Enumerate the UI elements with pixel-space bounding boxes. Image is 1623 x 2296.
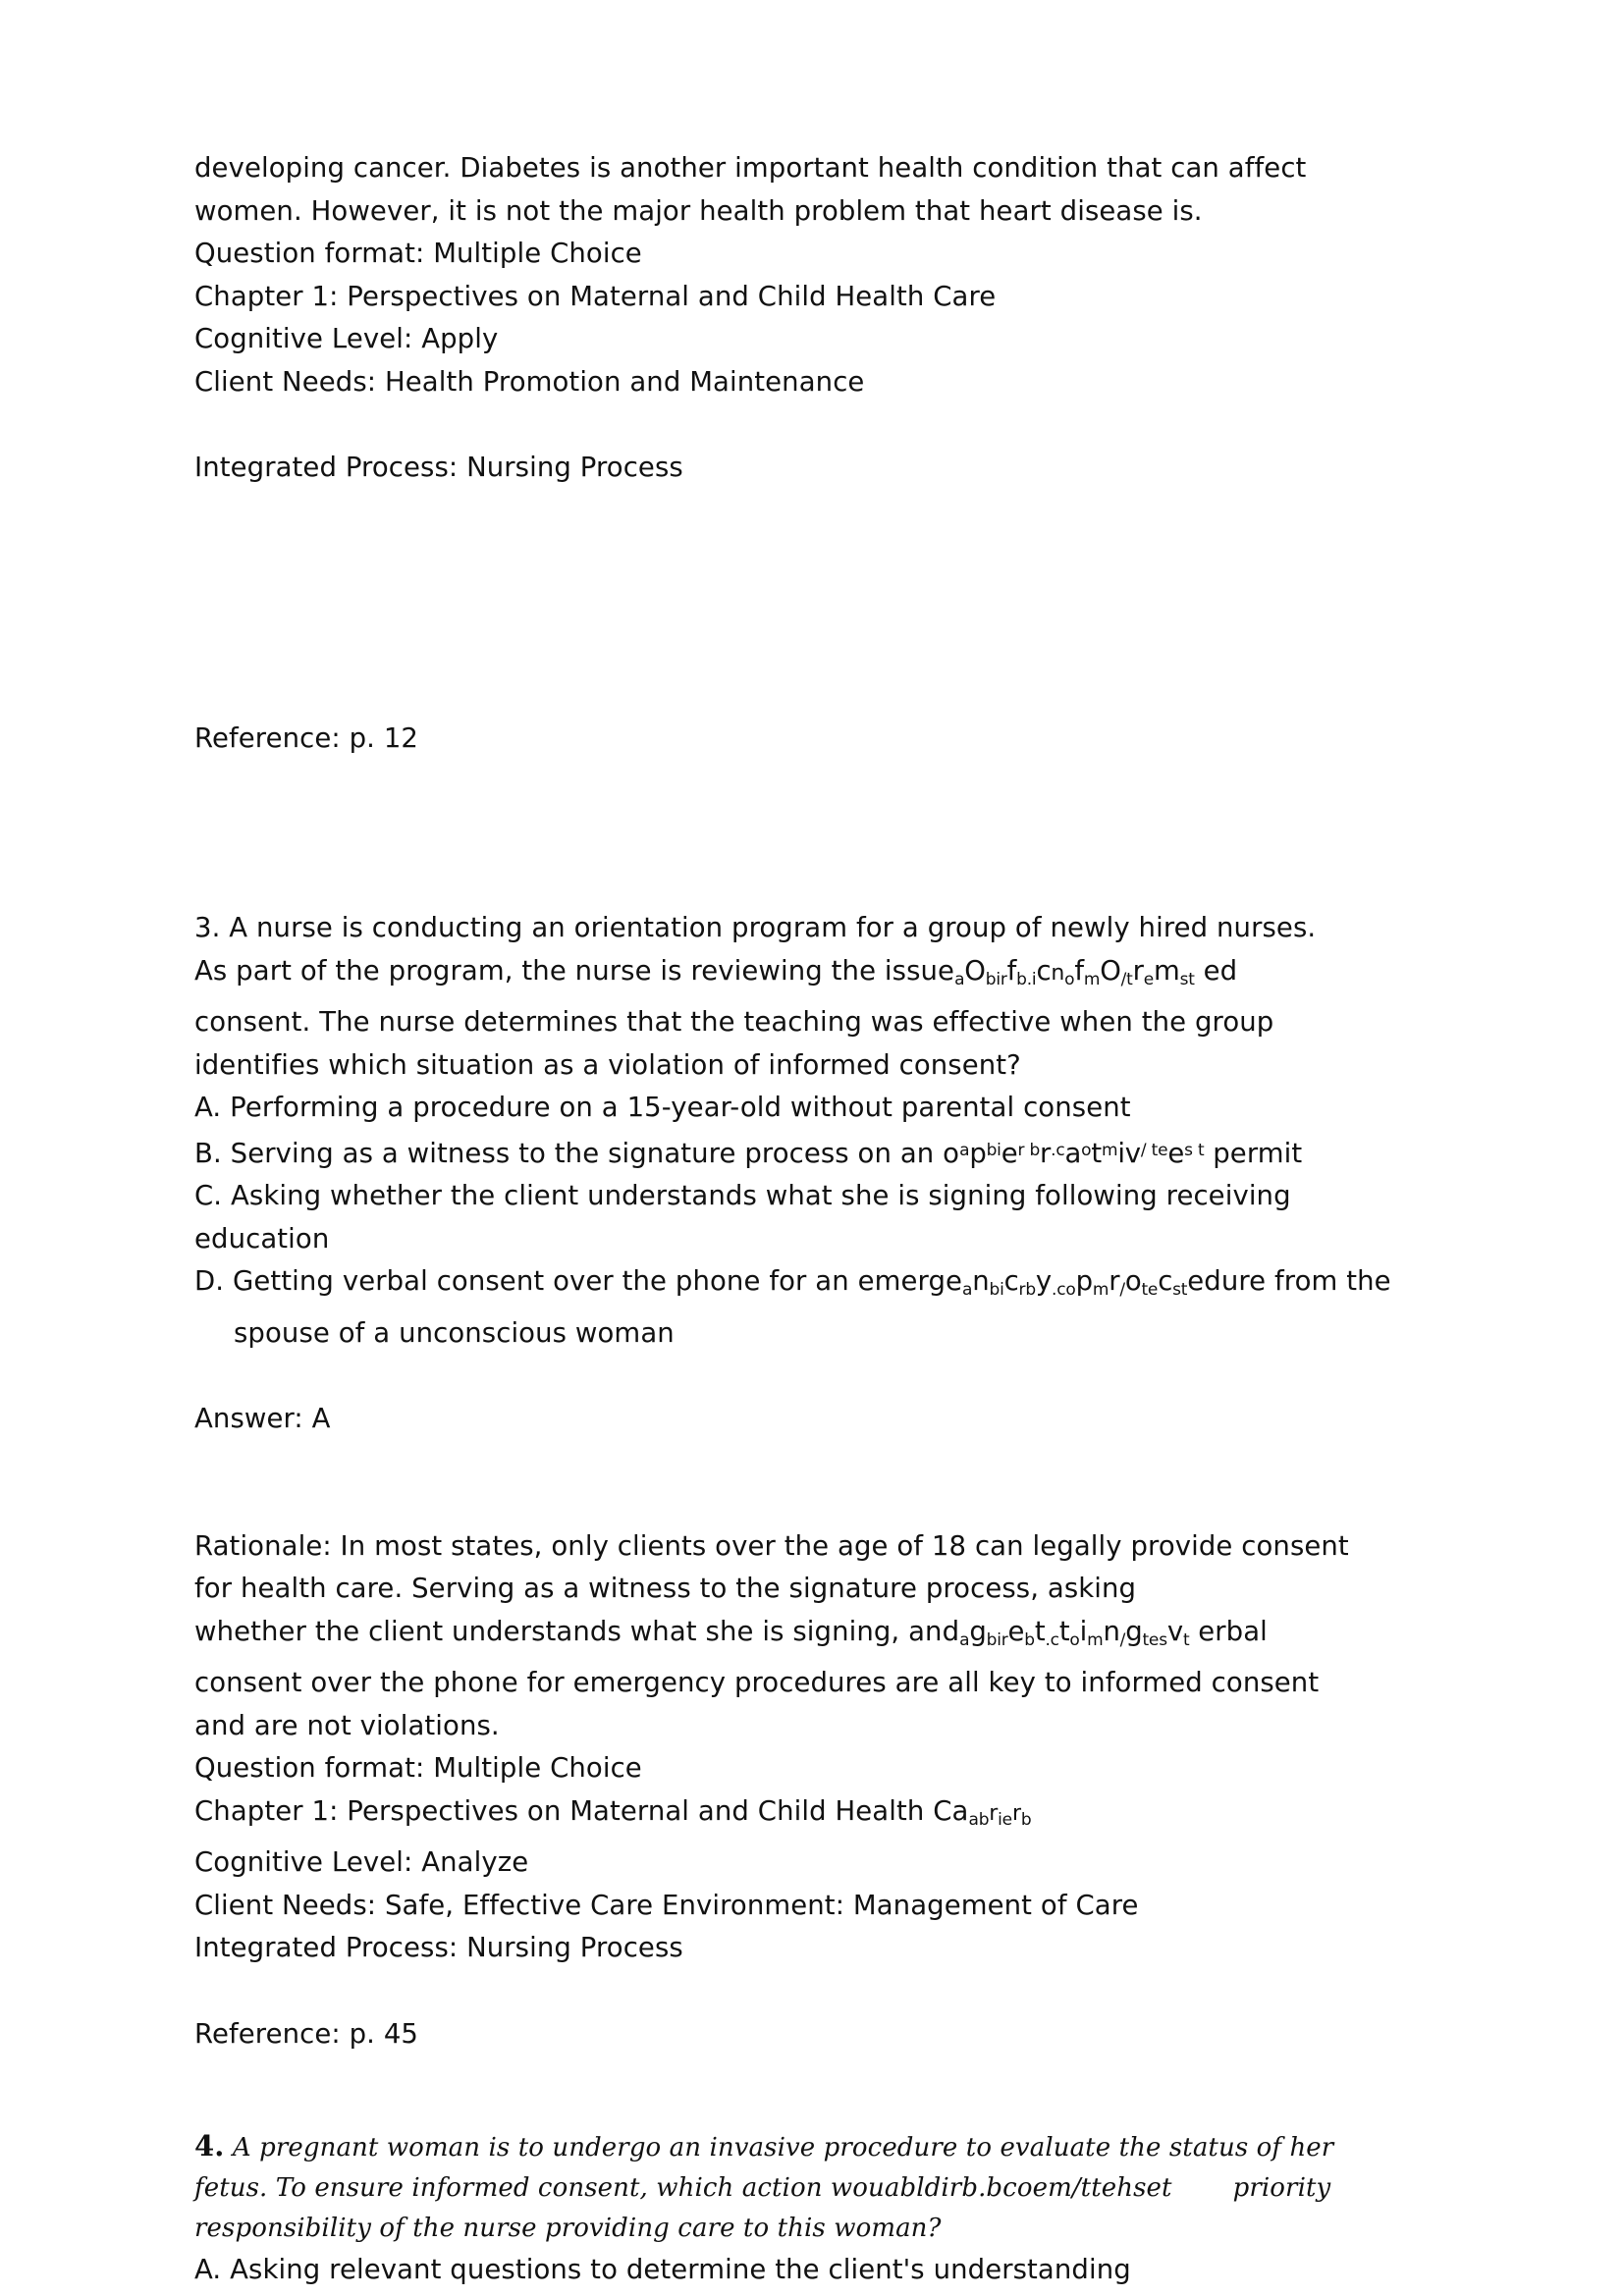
q4-stem-line-2-tail: priority — [1232, 2173, 1331, 2203]
garble-glyph: e — [1007, 1615, 1025, 1647]
ocr-garble-run — [954, 955, 1195, 987]
garble-glyph: tes — [1142, 1629, 1167, 1650]
ocr-garble-run — [962, 1265, 1188, 1300]
q3-option-d-line-1 — [194, 1260, 1461, 1312]
ocr-garble-run — [959, 1615, 1190, 1650]
garble-glyph: a — [1064, 1137, 1082, 1169]
garble-glyph: t — [1058, 1615, 1070, 1647]
garble-glyph: .c — [1051, 1140, 1065, 1160]
q2-cognitive-level: Cognitive Level: Apply — [194, 323, 499, 354]
garble-glyph: ab — [968, 1809, 990, 1830]
garble-glyph: e — [1001, 1137, 1018, 1169]
garble-glyph: O — [964, 954, 986, 987]
garble-glyph: n — [1103, 1615, 1120, 1647]
q3-rationale-line-4: consent over the phone for emergency procedures are all key to informed consent — [194, 1667, 1320, 1698]
garble-glyph: / — [1119, 1280, 1125, 1300]
garble-glyph: r — [989, 1800, 999, 1826]
garble-glyph: t — [1182, 1629, 1190, 1650]
garble-glyph: o — [1081, 1140, 1092, 1160]
q2-question-format: Question format: Multiple Choice — [194, 238, 642, 269]
q2-chapter: Chapter 1: Perspectives on Maternal and Child Health Care — [194, 280, 997, 312]
garble-glyph: .c — [1045, 1629, 1059, 1650]
garble-glyph: v — [1166, 1615, 1183, 1647]
garble-glyph: p — [1075, 1265, 1093, 1297]
garble-glyph: r — [1017, 1140, 1025, 1160]
garble-glyph: g — [1125, 1615, 1143, 1647]
q3-stem-line-3: consent. The nurse determines that the teaching was effective when the group — [194, 1006, 1274, 1038]
garble-glyph: st — [1172, 1280, 1188, 1300]
page-content — [194, 147, 1461, 2292]
q3-stem-line-2-text: As part of the program, the nurse is reviewing the issue — [194, 954, 955, 987]
spacer — [194, 1970, 1461, 2013]
garble-glyph: o — [1069, 1629, 1080, 1650]
spacer — [194, 490, 1461, 718]
garble-glyph: a — [962, 1280, 973, 1300]
garble-glyph: s t — [1184, 1140, 1205, 1160]
garble-glyph: m — [1092, 1280, 1109, 1300]
garble-glyph: /t — [1120, 969, 1133, 989]
spacer — [194, 2056, 1461, 2126]
ocr-garble-run — [968, 1795, 1032, 1830]
q3-option-b — [194, 1130, 1461, 1176]
q3-rationale-line-5: and are not violations. — [194, 1709, 500, 1741]
garble-glyph: r — [1040, 1137, 1052, 1169]
garble-glyph: e — [1167, 1137, 1185, 1169]
garble-glyph: b — [1024, 1140, 1041, 1160]
garble-glyph: i — [1117, 1137, 1125, 1169]
garble-glyph: bi — [986, 1140, 1001, 1160]
garble-glyph: m — [1083, 969, 1101, 989]
q4-stem-line-2 — [194, 2168, 1461, 2209]
q3-option-b-tail: permit — [1204, 1137, 1303, 1169]
garble-glyph: c — [1003, 1265, 1019, 1297]
q3-client-needs: Client Needs: Safe, Effective Care Environment: Management of Care — [194, 1889, 1139, 1921]
q3-option-c-line-1: C. Asking whether the client understands what she is signing following receiving — [194, 1180, 1291, 1211]
garble-glyph: t — [1034, 1615, 1046, 1647]
q3-integrated-process: Integrated Process: Nursing Process — [194, 1932, 683, 1963]
ocr-garble-run — [959, 1138, 1204, 1169]
q3-question-format: Question format: Multiple Choice — [194, 1752, 642, 1784]
q4-stem-line-3: responsibility of the nurse providing care to this woman? — [194, 2214, 942, 2243]
garble-glyph: m — [1154, 954, 1180, 987]
garble-glyph: b — [1024, 1629, 1035, 1650]
garble-glyph: a — [959, 1140, 970, 1160]
garble-glyph: .co — [1052, 1280, 1076, 1300]
garble-glyph: O — [1100, 954, 1121, 987]
garble-glyph: n — [972, 1265, 990, 1297]
q3-cognitive-level: Cognitive Level: Analyze — [194, 1846, 529, 1878]
garble-glyph: o — [1064, 969, 1075, 989]
spacer — [194, 403, 1461, 447]
q3-reference: Reference: p. 45 — [194, 2017, 419, 2050]
garble-glyph: n — [1051, 960, 1065, 986]
q4-stem-line-1-text: A pregnant woman is to undergo an invasive procedure to evaluate the status of her — [232, 2133, 1334, 2163]
q3-option-d-tail: edure from the — [1187, 1265, 1391, 1297]
garble-glyph: g — [969, 1615, 987, 1647]
q4-stem-line-2-text: fetus. To ensure informed consent, which action wouabldirb.bcoem/ttehset — [194, 2173, 1172, 2203]
garble-glyph: r — [1109, 1265, 1120, 1297]
garble-glyph: ie — [998, 1809, 1012, 1830]
garble-glyph: b — [1020, 1809, 1032, 1830]
q3-chapter-text: Chapter 1: Perspectives on Maternal and Child Health Ca — [194, 1794, 969, 1827]
q3-option-c-line-2: education — [194, 1222, 330, 1255]
rationale-tail-line-2: women. However, it is not the major health problem that heart disease is. — [194, 194, 1203, 227]
garble-glyph: f — [1074, 954, 1084, 987]
q3-rationale-line-3 — [194, 1611, 1461, 1663]
q4-stem-line-1 — [194, 2126, 1461, 2168]
q3-answer: Answer: A — [194, 1403, 331, 1434]
garble-glyph: m — [1087, 1629, 1104, 1650]
q3-option-b-text: B. Serving as a witness to the signature process on an o — [194, 1137, 960, 1169]
q4-option-a: A. Asking relevant questions to determine the client's understanding — [194, 2254, 1131, 2285]
q3-rationale-line-1: Rationale: In most states, only clients over the age of 18 can legally provide consent — [194, 1529, 1349, 1562]
garble-glyph: b.i — [1016, 969, 1037, 989]
q2-reference: Reference: p. 12 — [194, 721, 419, 754]
q3-chapter — [194, 1790, 1461, 1842]
q3-option-d-text: D. Getting verbal consent over the phone for an emerge — [194, 1265, 963, 1297]
q3-option-a: A. Performing a procedure on a 15-year-old without parental consent — [194, 1092, 1131, 1123]
q3-stem-line-4: identifies which situation as a violation of informed consent? — [194, 1048, 1021, 1081]
q2-integrated-process: Integrated Process: Nursing Process — [194, 452, 683, 483]
spacer — [194, 1355, 1461, 1398]
garble-glyph: c — [1158, 1265, 1173, 1297]
garble-glyph: r — [1011, 1800, 1021, 1826]
q2-client-needs: Client Needs: Health Promotion and Maintenance — [194, 365, 865, 398]
garble-glyph: a — [954, 969, 965, 989]
garble-glyph: e — [1143, 969, 1155, 989]
garble-glyph: t — [1091, 1137, 1102, 1169]
garble-glyph: bi — [989, 1280, 1004, 1300]
garble-glyph: f — [1006, 954, 1017, 987]
garble-glyph: te — [1141, 1280, 1159, 1300]
q3-option-d-line-2: spouse of a unconscious woman — [234, 1316, 675, 1349]
garble-glyph: y — [1035, 1265, 1052, 1297]
q3-stem-line-2-tail: ed — [1194, 954, 1238, 987]
q4-number: 4. — [194, 2129, 225, 2163]
garble-glyph: / te — [1140, 1140, 1168, 1160]
garble-glyph: v — [1124, 1137, 1141, 1169]
q3-rationale-line-3-text: whether the client understands what she is signing, and — [194, 1615, 960, 1647]
garble-glyph: st — [1179, 969, 1195, 989]
garble-glyph: rb — [1018, 1280, 1036, 1300]
garble-glyph: o — [1124, 1265, 1142, 1297]
q3-stem-line-2 — [194, 950, 1461, 1002]
q3-stem-line-1: 3. A nurse is conducting an orientation program for a group of newly hired nurses. — [194, 912, 1317, 943]
rationale-tail-line-1: developing cancer. Diabetes is another important health condition that can affect — [194, 152, 1307, 184]
garble-glyph: i — [1079, 1615, 1088, 1647]
q3-rationale-line-3-tail: erbal — [1189, 1615, 1268, 1647]
garble-glyph: bir — [986, 1629, 1008, 1650]
garble-glyph: p — [969, 1137, 987, 1169]
garble-glyph: / — [1119, 1629, 1126, 1650]
spacer — [194, 760, 1461, 907]
garble-glyph: bir — [985, 969, 1007, 989]
garble-glyph: m — [1101, 1140, 1118, 1160]
spacer — [194, 1441, 1461, 1525]
garble-glyph: a — [959, 1629, 970, 1650]
garble-glyph: r — [1132, 954, 1144, 987]
garble-glyph: c — [1036, 954, 1052, 987]
q3-rationale-line-2: for health care. Serving as a witness to the signature process, asking — [194, 1573, 1137, 1604]
